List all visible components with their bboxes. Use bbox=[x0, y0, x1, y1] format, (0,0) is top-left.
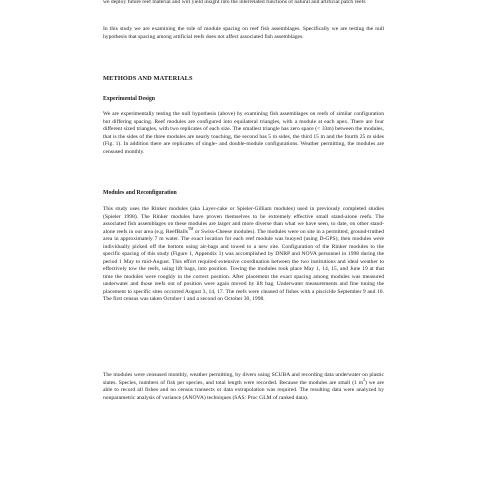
subheading-modules-reconfiguration: Modules and Reconfiguration bbox=[103, 190, 177, 196]
subheading-experimental-design: Experimental Design bbox=[103, 96, 156, 102]
experimental-design-paragraph: We are experimentally testing the null hypothesis (above) by examining fish assemblages on reefs of similar configuration but differing spacing. Reef modules are configured into equilateral triangles, with a module at each apex. There are four different sized triangles, with two replicates of each size. The smallest triangle has zero space (< 33m) between the modules, that is the sides of the three modules are nearly touching, the second has 5 m sides, the third 15 m and the fourth 25 m sides (Fig. 1). In addition there are replicates of single- and double-module configurations. Weather permitting, the modules are censused monthly. bbox=[103, 111, 384, 155]
study-aim-paragraph: In this study we are examining the role of module spacing on reef fish assemblages. Specifically we are testing the null hypothesis that spacing among artificial reefs does not affect associated fish assemblages. bbox=[103, 26, 384, 40]
modules-paragraph-part-1: This study uses the Rinker modules (aka Layer-cake or Spieler-Gilliam modules) used in previously completed studies (Spieler 1998). The Rinker modules have proven themselves to be extremely effective small stand-alone reefs. The associated fish assemblages on these modules are larger and more diverse than what we have seen, to date, on other stand-alone reefs in our area (e.g. ReefBalls bbox=[103, 206, 384, 235]
intro-paragraph-end: we deploy future reef material and will yield insight into the interrelated functions of natural and artificial patch reefs bbox=[103, 0, 366, 5]
modules-paragraph bbox=[103, 206, 384, 304]
trademark-superscript: TM bbox=[187, 226, 194, 231]
census-paragraph bbox=[103, 372, 384, 402]
modules-paragraph-part-2: or Swiss-Cheese modules). The modules were on site in a permitted, ground-truthed area in approximately 7 m water. The exact location for each reef module was buoyed (using D-GPS), then modules were individually picked off the bottom using air-bags and towed to a new site. Configuration of the Rinker modules to the specific spacing of this study (Figure 1, Appendix 1) was accomplished by DNRP and NOVA personnel in 1998 during the period 1 May to mid-August. This effort required extensive coordination between the two institutions and ideal weather to effectively tow the reefs, using lift bags, into position. Towing the modules took place May 1, 14, 15, and June 19 at that time the modules were roughly in the correct position. After placement the exact spacing among modules was measured underwater and those reefs out of position were again moved by lift bag. Underwater measurements and fine tuning the placement to specific sites occurred August 3, 14, 17. The reefs were cleaned of fishes with a piscicide September 9 and 10. The first census was taken October 1 and a second on October 30, 1998. bbox=[103, 228, 384, 302]
census-paragraph-part-2: ) we are able to record all fishes and no census transects or data extrapolation was required. The resulting data were analyzed by nonparametric analysis of variance (ANOVA) techniques (SAS: Proc GLM of ranked data). bbox=[103, 379, 384, 401]
squared-superscript: 2 bbox=[363, 377, 365, 382]
census-paragraph-part-1: The modules were censused monthly, weather permitting, by divers using SCUBA and recording data underwater on plastic slates. Species, numbers of fish per species, and total length were recorded. Because the modules are small (1 m bbox=[103, 372, 384, 386]
section-heading-methods: METHODS AND MATERIALS bbox=[103, 75, 193, 82]
